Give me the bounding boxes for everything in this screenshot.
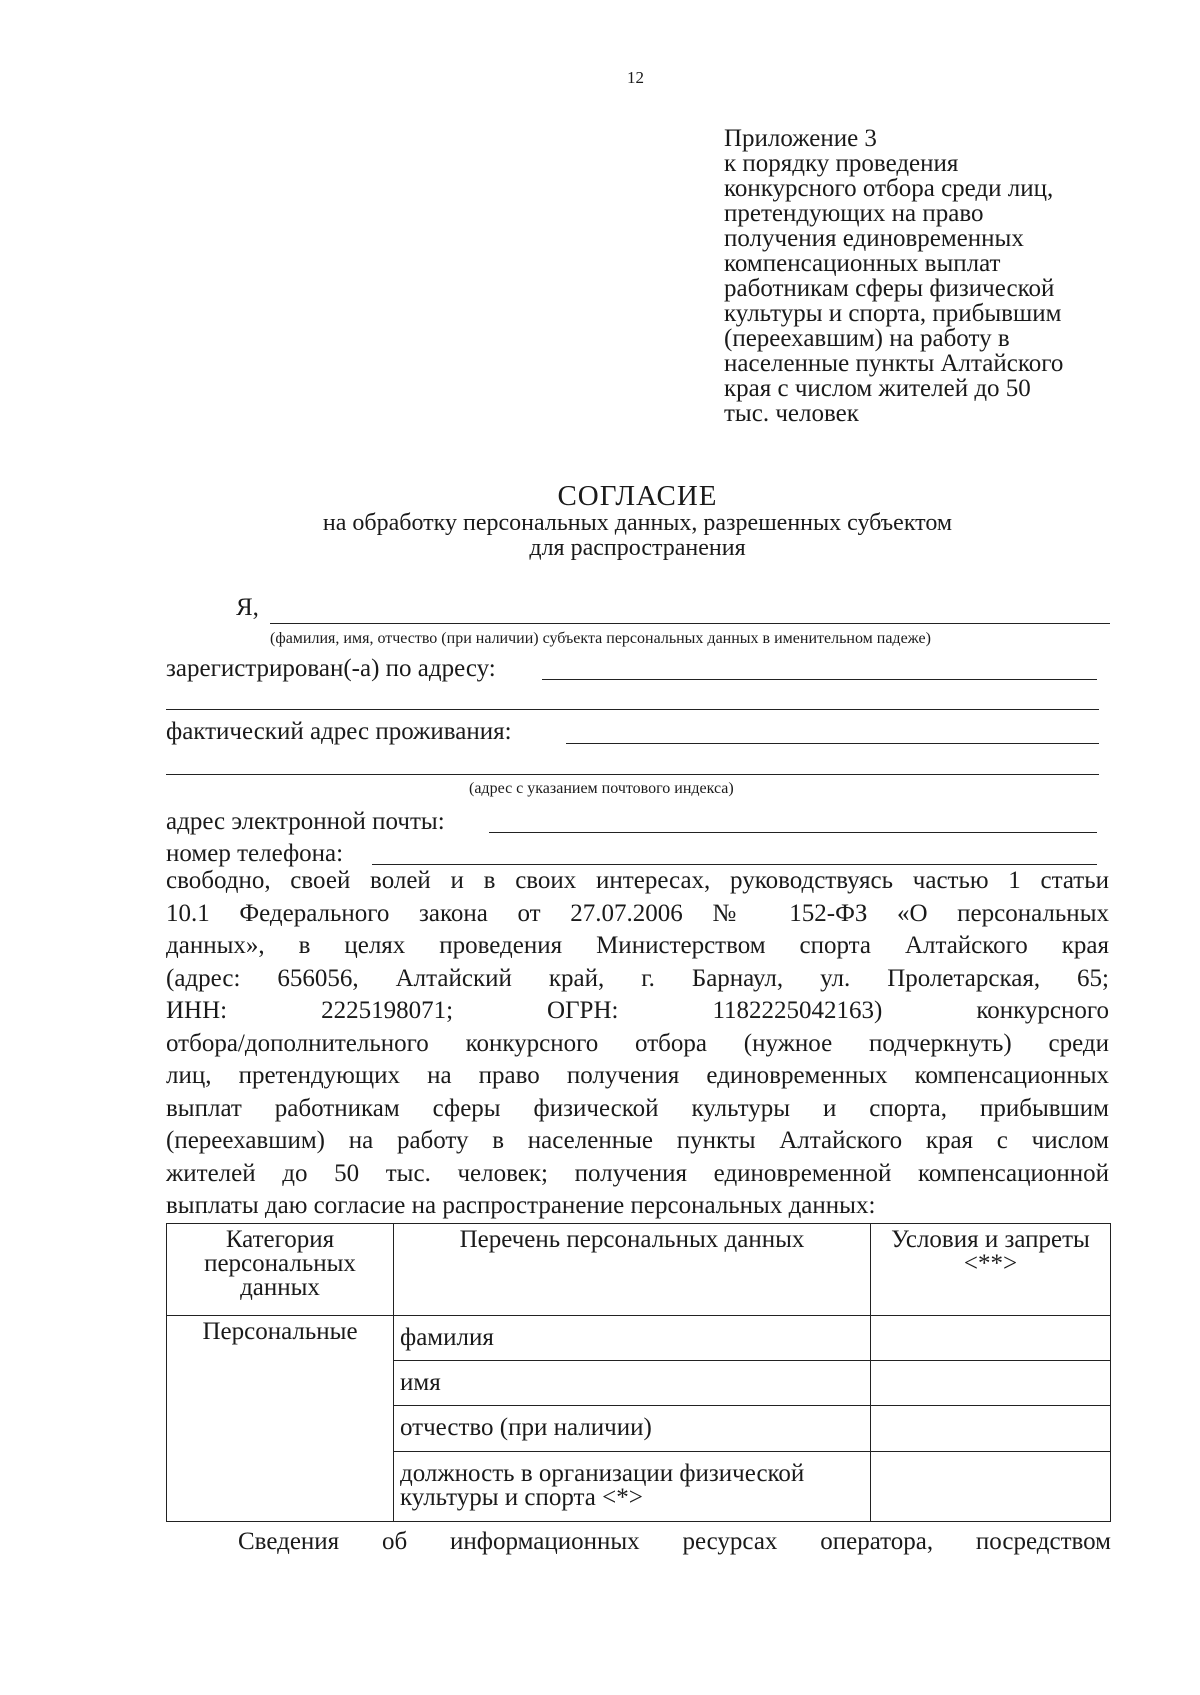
appendix-line: населенные пункты Алтайского [724, 350, 1064, 377]
header-list: Перечень персональных данных [394, 1224, 871, 1316]
email-line[interactable] [489, 832, 1097, 833]
paragraph-line: (адрес: 656056, Алтайский край, г. Барнаул, ул. Пролетарская, 65; [166, 964, 1109, 992]
appendix-line: претендующих на право [724, 200, 984, 227]
registered-address-line-2[interactable] [166, 709, 1099, 710]
appendix-line: Приложение 3 [724, 125, 877, 152]
table-row [167, 1316, 1111, 1361]
document-title: СОГЛАСИЕ [557, 480, 718, 512]
paragraph-line: ИНН: 2225198071; ОГРН: 1182225042163) конкурсного [166, 997, 1109, 1024]
category-cell: Персональные [167, 1316, 394, 1522]
paragraph-line: (переехавшим) на работу в населенные пункты Алтайского края с числом [166, 1127, 1109, 1154]
consent-paragraph [166, 865, 1109, 1223]
personal-data-table [166, 1223, 1111, 1522]
paragraph-line: отбора/дополнительного конкурсного отбора (нужное подчеркнуть) среди [166, 1029, 1109, 1057]
actual-address-label: фактический адрес проживания: [166, 718, 512, 745]
paragraph-line: выплат работникам сферы физической культуры и спорта, прибывшим [166, 1094, 1109, 1122]
appendix-line: работникам сферы физической [724, 275, 1055, 302]
appendix-line: получения единовременных [724, 225, 1024, 252]
appendix-header [724, 126, 1144, 426]
data-item-cell: фамилия [394, 1316, 871, 1361]
table-header-row [167, 1224, 1111, 1316]
document-subtitle-line1: на обработку персональных данных, разрешенных субъектом [322, 510, 953, 536]
appendix-line: (переехавшим) на работу в [724, 325, 1010, 352]
fio-hint: (фамилия, имя, отчество (при наличии) субъекта персональных данных в именительном падеже) [270, 630, 931, 647]
page-number: 12 [627, 68, 644, 87]
appendix-line: к порядку проведения [724, 150, 959, 177]
paragraph-line: выплаты даю согласие на распространение персональных данных: [166, 1192, 876, 1219]
email-label: адрес электронной почты: [166, 808, 445, 835]
appendix-line: края с числом жителей до 50 [724, 375, 1031, 402]
appendix-line: культуры и спорта, прибывшим [724, 300, 1062, 327]
data-item-cell: отчество (при наличии) [394, 1406, 871, 1452]
appendix-line: тыс. человек [724, 400, 859, 427]
fio-input-line[interactable] [270, 623, 1110, 624]
appendix-line: конкурсного отбора среди лиц, [724, 175, 1054, 202]
header-category: Категория персональных данных [167, 1224, 394, 1316]
document-subtitle-line2: для распространения [529, 535, 746, 561]
conditions-cell[interactable] [871, 1316, 1111, 1361]
phone-label: номер телефона: [166, 840, 344, 867]
conditions-cell[interactable] [871, 1452, 1111, 1522]
conditions-cell[interactable] [871, 1406, 1111, 1452]
i-label: Я, [236, 594, 259, 621]
conditions-cell[interactable] [871, 1361, 1111, 1406]
paragraph-line: данных», в целях проведения Министерством спорта Алтайского края [166, 932, 1109, 959]
actual-address-line-2[interactable] [166, 774, 1099, 775]
actual-address-line[interactable] [566, 743, 1099, 744]
paragraph-line: жителей до 50 тыс. человек; получения единовременной компенсационной [166, 1159, 1109, 1187]
paragraph-line: лиц, претендующих на право получения единовременных компенсационных [166, 1062, 1109, 1089]
data-item-cell: имя [394, 1361, 871, 1406]
data-item-cell: должность в организации физической культуры и спорта <*> [394, 1452, 871, 1522]
paragraph-line: 10.1 Федерального закона от 27.07.2006 № 152-ФЗ «О персональных [166, 899, 1109, 927]
registered-address-line[interactable] [542, 679, 1097, 680]
header-conditions: Условия и запреты <**> [871, 1224, 1111, 1316]
paragraph-line: свободно, своей волей и в своих интересах, руководствуясь частью 1 статьи [166, 867, 1109, 894]
appendix-line: компенсационных выплат [724, 250, 1001, 277]
address-hint: (адрес с указанием почтового индекса) [469, 780, 734, 797]
tail-text: Сведения об информационных ресурсах оператора, посредством [238, 1528, 1111, 1555]
registered-address-label: зарегистрирован(-а) по адресу: [166, 655, 496, 682]
